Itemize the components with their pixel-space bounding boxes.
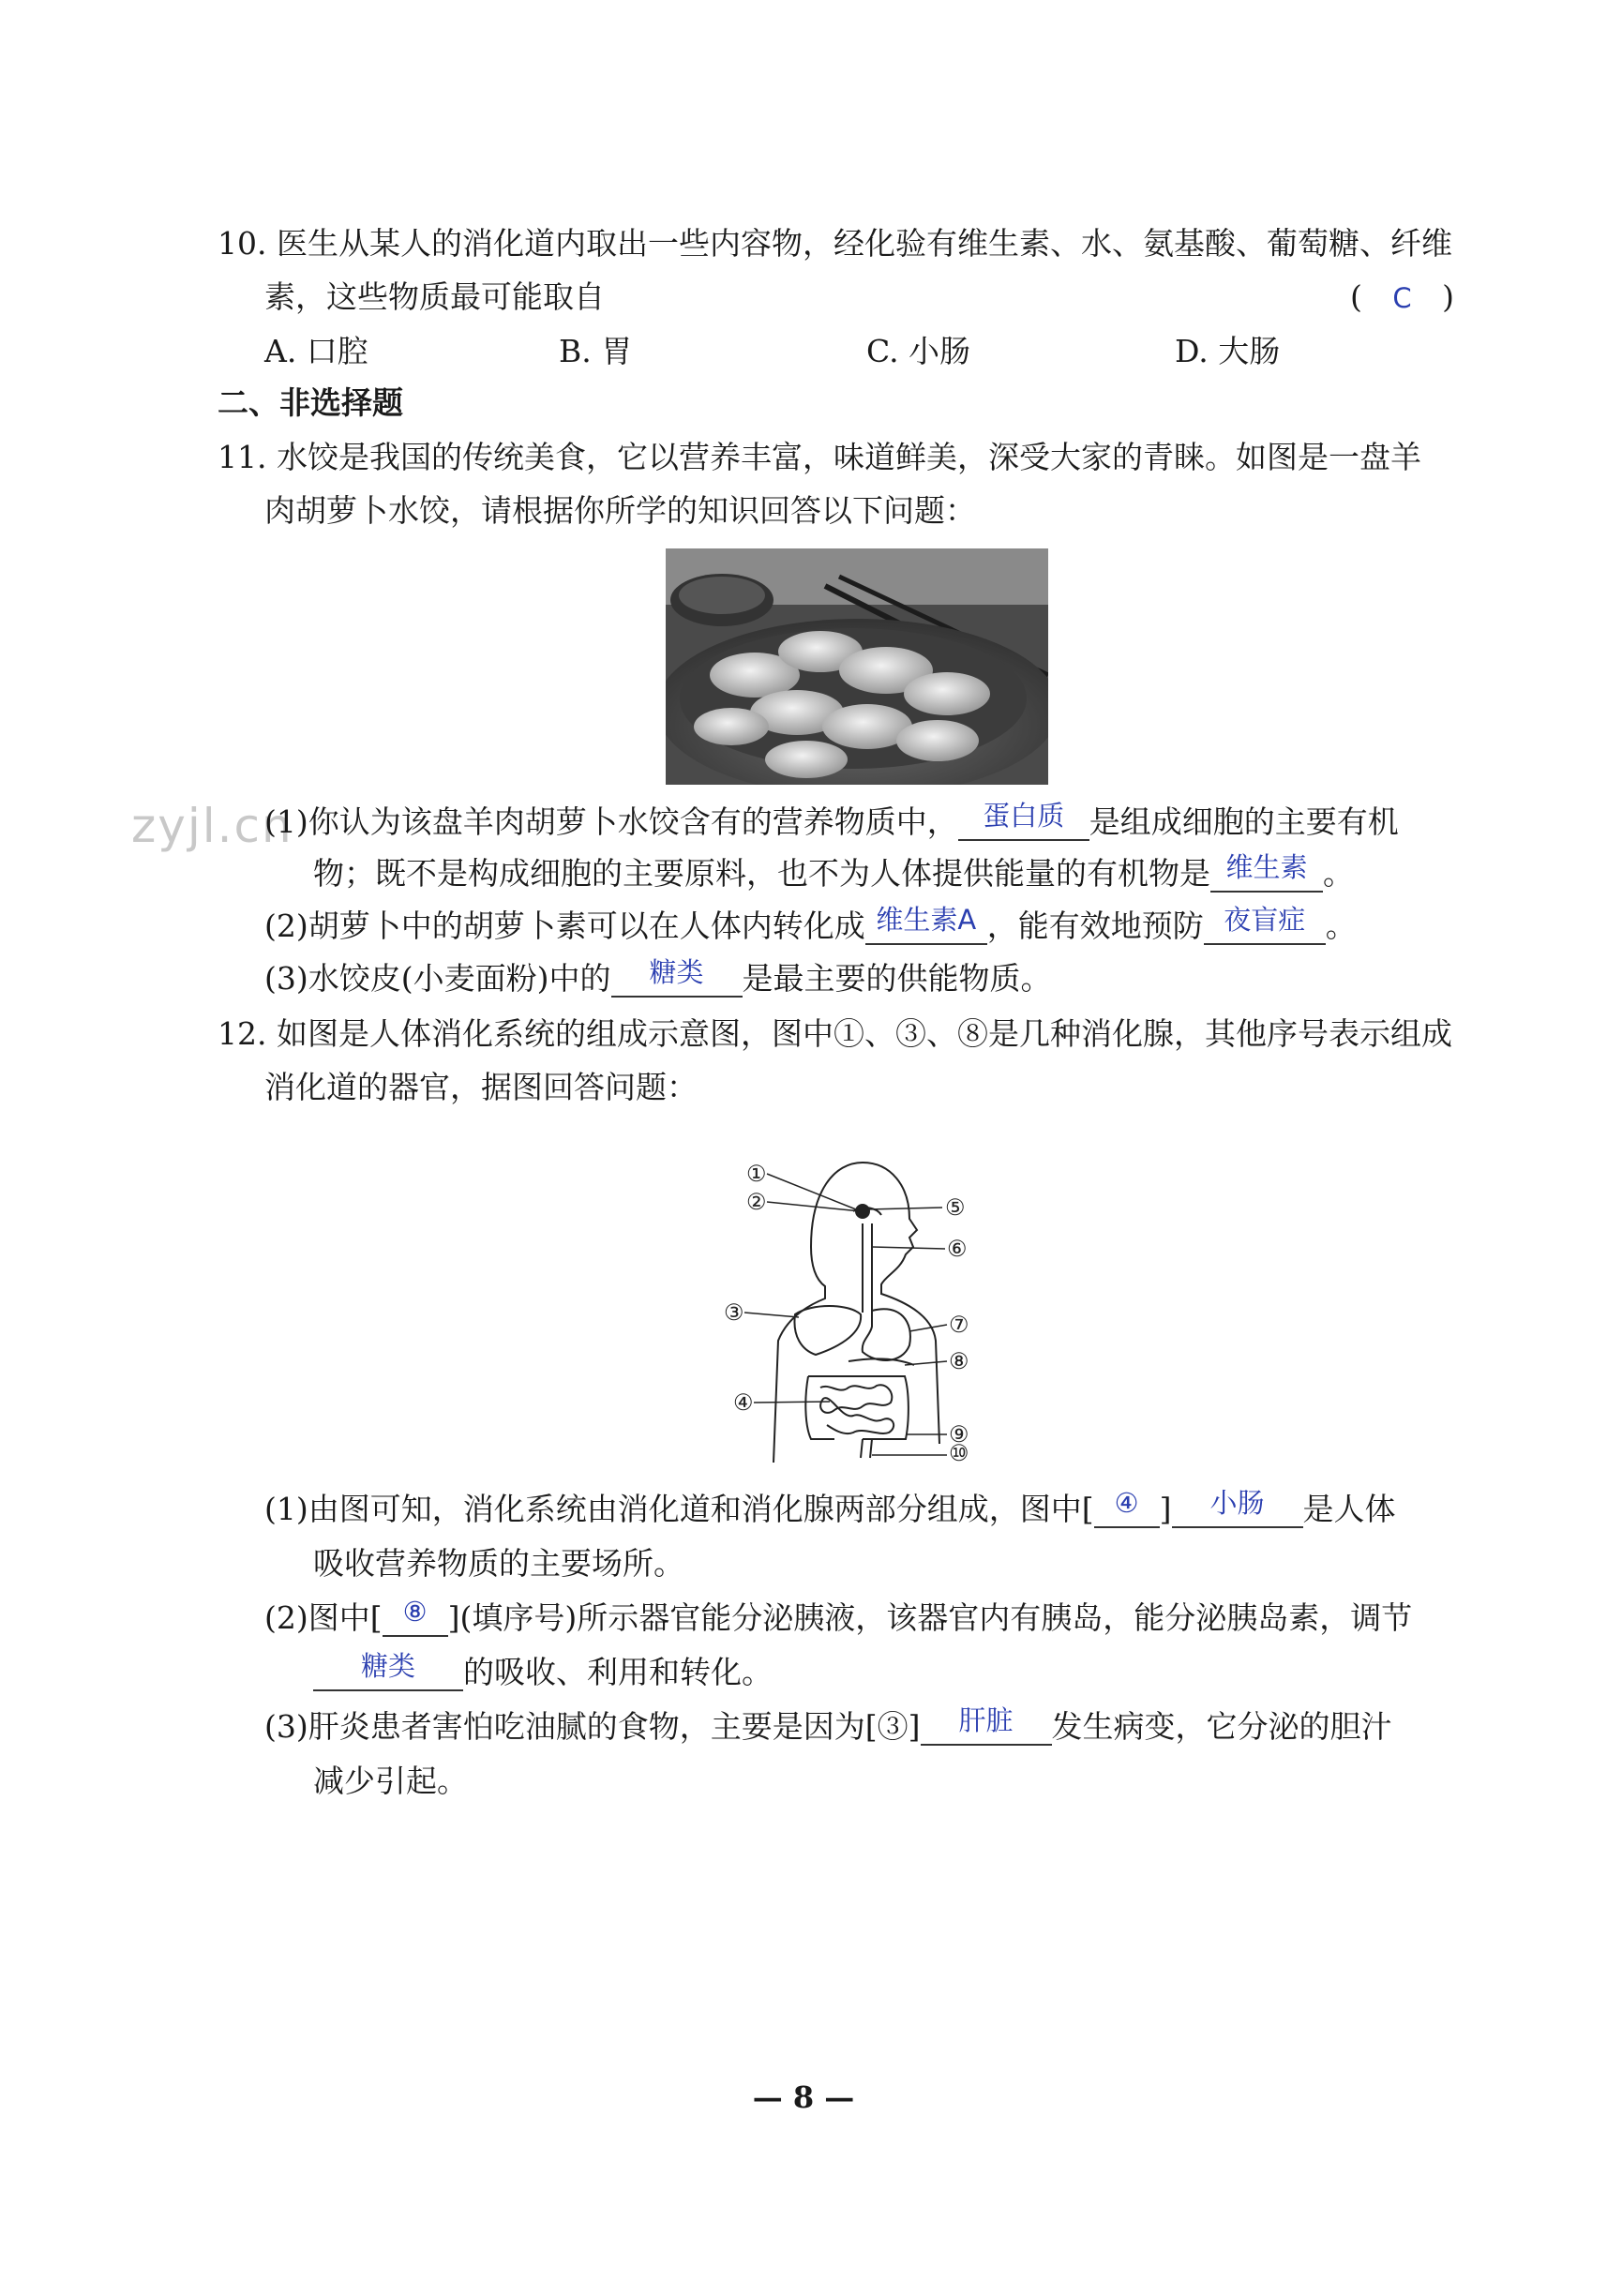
diagram-label-7: ⑦	[949, 1312, 969, 1338]
q12-line1: 12. 如图是人体消化系统的组成示意图，图中①、③、⑧是几种消化腺，其他序号表示组成	[218, 1015, 1452, 1052]
q10-option-c: C. 小肠	[866, 333, 971, 369]
q11-blank-carbohydrate[interactable]: 糖类	[611, 962, 743, 998]
q12-p1-line2: 吸收营养物质的主要场所。	[313, 1545, 684, 1582]
q10-option-b: B. 胃	[559, 333, 633, 369]
q12-p1-line1: (1)由图可知，消化系统由消化道和消化腺两部分组成，图中[ ④ ] 小肠 是人体	[264, 1487, 1396, 1527]
page-number: — 8 —	[752, 2079, 855, 2115]
diagram-label-8: ⑧	[949, 1348, 969, 1374]
diagram-label-3: ③	[724, 1299, 744, 1326]
q10-line2: 素，这些物质最可能取自	[264, 278, 605, 315]
q12-p2-line1: (2)图中[ ⑧ ](填序号)所示器官能分泌胰液，该器官内有胰岛，能分泌胰岛素，调节	[264, 1596, 1413, 1636]
q11-p3: (3)水饺皮(小麦面粉)中的 糖类 是最主要的供能物质。	[264, 956, 1052, 997]
diagram-label-9: ⑨	[949, 1421, 969, 1448]
q11-line1: 11. 水饺是我国的传统美食，它以营养丰富，味道鲜美，深受大家的青睐。如图是一盘羊	[218, 439, 1421, 475]
q12-blank-number-8[interactable]: ⑧	[383, 1601, 448, 1637]
diagram-label-10: ⑩	[949, 1440, 969, 1463]
q12-blank-liver[interactable]: 肝脏	[921, 1710, 1052, 1746]
q11-p1-line1: (1)你认为该盘羊肉胡萝卜水饺含有的营养物质中， 蛋白质 是组成细胞的主要有机	[264, 800, 1399, 840]
paren-open: (	[1350, 278, 1362, 315]
organs	[794, 1205, 914, 1458]
q12-line2: 消化道的器官，据图回答问题：	[264, 1069, 698, 1105]
q12-p2-line2: 糖类 的吸收、利用和转化。	[313, 1654, 773, 1691]
q11-line2: 肉胡萝卜水饺，请根据你所学的知识回答以下问题：	[264, 492, 976, 529]
q10-option-d: D. 大肠	[1175, 333, 1281, 369]
q10-answer: C	[1392, 282, 1412, 314]
q10-option-a: A. 口腔	[264, 333, 368, 369]
section-title: 二、非选择题	[218, 384, 403, 421]
paren-close: )	[1442, 278, 1454, 315]
q10-line1: 10. 医生从某人的消化道内取出一些内容物，经化验有维生素、水、氨基酸、葡萄糖、纤维	[218, 225, 1452, 262]
digestive-system-diagram	[722, 1153, 994, 1463]
q12-blank-number-4[interactable]: ④	[1094, 1493, 1160, 1528]
diagram-label-5: ⑤	[945, 1194, 966, 1221]
q11-blank-vitamin[interactable]: 维生素	[1210, 857, 1323, 893]
q11-blank-night-blindness[interactable]: 夜盲症	[1204, 909, 1326, 945]
q12-blank-small-intestine[interactable]: 小肠	[1172, 1493, 1303, 1528]
dumpling-photo	[666, 548, 1048, 785]
watermark: zyjl.cn	[131, 799, 293, 853]
q12-blank-sugar[interactable]: 糖类	[313, 1656, 463, 1691]
diagram-label-2: ②	[746, 1189, 767, 1215]
q12-p3-line1: (3)肝炎患者害怕吃油腻的食物，主要是因为[③] 肝脏 发生病变，它分泌的胆汁	[264, 1704, 1392, 1745]
q10-answer-bracket	[1350, 278, 1454, 317]
diagram-label-6: ⑥	[947, 1236, 968, 1262]
q11-p1-line2: 物；既不是构成细胞的主要原料，也不为人体提供能量的有机物是 维生素 。	[313, 851, 1354, 892]
q11-blank-protein[interactable]: 蛋白质	[958, 805, 1089, 841]
diagram-label-1: ①	[746, 1161, 767, 1187]
diagram-label-4: ④	[733, 1389, 754, 1416]
q11-p2: (2)胡萝卜中的胡萝卜素可以在人体内转化成 维生素A ，能有效地预防 夜盲症 。	[264, 904, 1357, 944]
q11-blank-vitamin-a[interactable]: 维生素A	[865, 909, 987, 945]
q12-p3-line2: 减少引起。	[313, 1763, 468, 1799]
